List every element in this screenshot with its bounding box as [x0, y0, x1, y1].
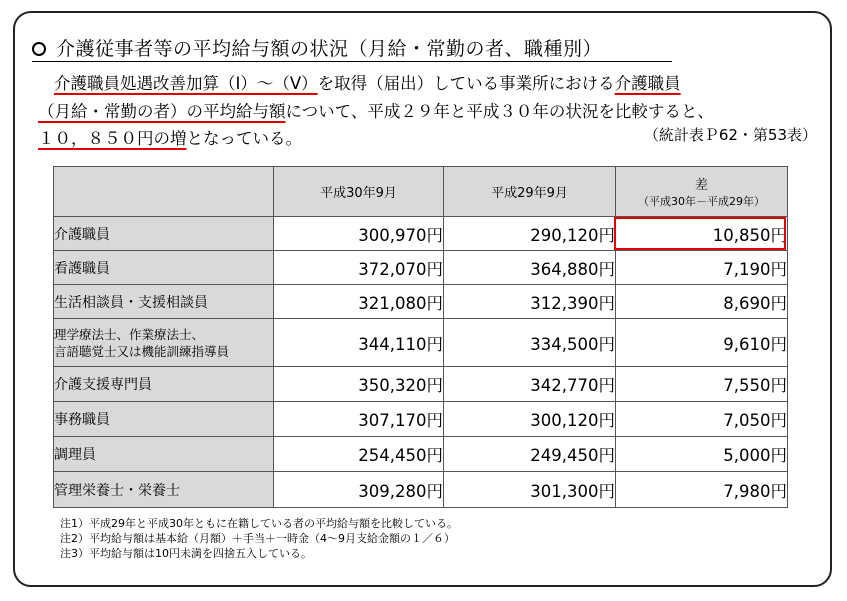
table-header-row	[54, 167, 788, 217]
row-label: 介護支援専門員	[54, 367, 274, 402]
value-h29: 312,390円	[444, 285, 616, 319]
value-diff: 9,610円	[616, 319, 788, 367]
header-diff	[616, 167, 788, 217]
highlight-text: １０，８５０円の増	[38, 129, 187, 148]
value-h29: 290,120円	[444, 217, 616, 251]
table-row	[54, 437, 788, 472]
row-label: 調理員	[54, 437, 274, 472]
row-label: 生活相談員・支援相談員	[54, 285, 274, 319]
value-h30: 321,080円	[274, 285, 444, 319]
value-diff: 8,690円	[616, 285, 788, 319]
value-diff: 7,980円	[616, 472, 788, 508]
footnote: 注2）平均給与額は基本給（月額）＋手当＋一時金（4～9月支給金額の１／６）	[60, 532, 455, 545]
header-blank	[54, 167, 274, 217]
value-diff: 7,190円	[616, 251, 788, 285]
value-h30: 309,280円	[274, 472, 444, 508]
header-diff-label: 差	[694, 178, 708, 193]
table-row	[54, 319, 788, 367]
table-row	[54, 285, 788, 319]
row-label: 看護職員	[54, 251, 274, 285]
value-diff: 10,850円	[616, 217, 788, 251]
summary-text: となっている。	[186, 129, 302, 148]
value-diff: 5,000円	[616, 437, 788, 472]
value-h29: 301,300円	[444, 472, 616, 508]
row-label: 介護職員	[54, 217, 274, 251]
value-h30: 307,170円	[274, 402, 444, 437]
table-row	[54, 251, 788, 285]
highlight-text: （月給・常勤の者）の平均給与額	[38, 101, 286, 121]
title-underline	[32, 61, 672, 62]
table-row	[54, 472, 788, 508]
value-h29: 342,770円	[444, 367, 616, 402]
value-h30: 254,450円	[274, 437, 444, 472]
highlight-text: 介護職員	[614, 74, 681, 93]
table-row	[54, 402, 788, 437]
row-label	[54, 319, 274, 367]
circle-bullet-icon	[32, 42, 46, 56]
footnote: 注3）平均給与額は10円未満を四捨五入している。	[60, 547, 312, 560]
summary-line-2	[38, 98, 818, 126]
header-h30: 平成30年9月	[274, 167, 444, 217]
highlight-text: 介護職員処遇改善加算（Ⅰ）～（Ⅴ）	[54, 74, 318, 93]
summary-text: を取得（届出）している事業所における	[317, 74, 615, 93]
value-h29: 334,500円	[444, 319, 616, 367]
footnote: 注1）平成29年と平成30年ともに在籍している者の平均給与額を比較している。	[60, 517, 458, 530]
summary-text: について、平成２９年と平成３０年の状況を比較すると、	[285, 101, 714, 121]
value-h29: 249,450円	[444, 437, 616, 472]
value-h30: 300,970円	[274, 217, 444, 251]
page-title	[32, 34, 602, 61]
value-diff: 7,550円	[616, 367, 788, 402]
header-h29: 平成29年9月	[444, 167, 616, 217]
page-title-text: 介護従事者等の平均給与額の状況（月給・常勤の者、職種別）	[56, 38, 603, 60]
value-h30: 372,070円	[274, 251, 444, 285]
row-label: 事務職員	[54, 402, 274, 437]
salary-table	[53, 166, 788, 508]
table-row	[54, 217, 788, 251]
value-diff: 7,050円	[616, 402, 788, 437]
header-diff-sub: （平成30年－平成29年）	[638, 195, 765, 208]
footnotes	[60, 516, 458, 561]
summary-line-1	[38, 70, 818, 98]
row-label-line-2: 言語聴覚士又は機能訓練指導員	[54, 343, 230, 359]
row-label-line-1: 理学療法士、作業療法士、	[54, 326, 205, 342]
statistics-reference: （統計表Ｐ62・第53表）	[643, 126, 817, 144]
value-h30: 350,320円	[274, 367, 444, 402]
table-row	[54, 367, 788, 402]
row-label: 管理栄養士・栄養士	[54, 472, 274, 508]
value-h30: 344,110円	[274, 319, 444, 367]
value-h29: 300,120円	[444, 402, 616, 437]
value-h29: 364,880円	[444, 251, 616, 285]
